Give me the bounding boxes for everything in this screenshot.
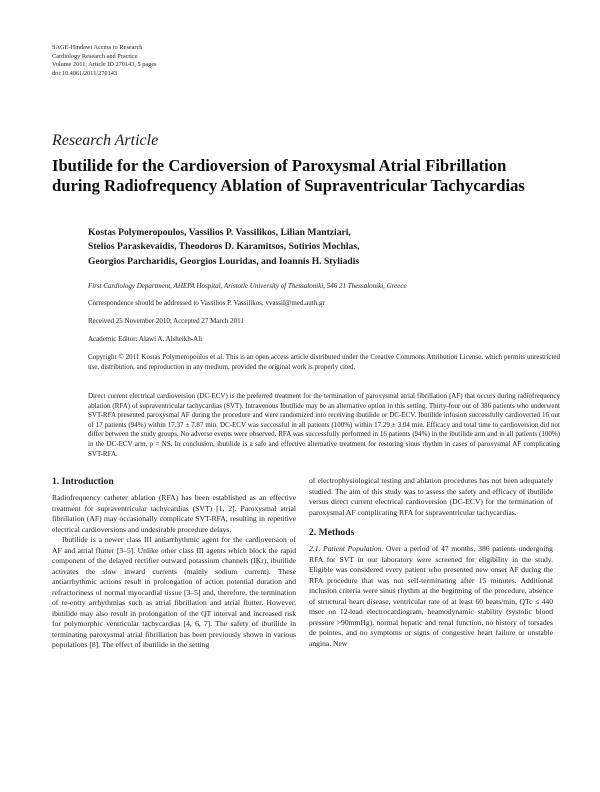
intro-paragraph-continued: of electrophysiological testing and ablation procedures has not been adequately studied. The aim of this study was to assess the safety and efficacy of ibutilide versus direct current electrical cardioversion (DC-ECV) for the termination of paroxysmal AF complicating RFA for supraventricular tachycardias. (309, 476, 553, 517)
title-line-1: Ibutilide for the Cardioversion of Paroxysmal Atrial Fibrillation (52, 156, 507, 175)
affiliation: First Cardiology Department, AHEPA Hospital, Aristotle University of Thessaloniki, 546 21 Thessaloniki, Greece (88, 282, 407, 290)
left-column (52, 476, 296, 651)
right-column (309, 476, 553, 649)
authors-line-1: Kostas Polymeropoulos, Vassilios P. Vassilikos, Lilian Mantziari, (88, 227, 351, 238)
methods-paragraph-text: Over a period of 47 months, 386 patients undergoing RFA for SVT in our laboratory were screened for eligibility in the study. Eligible was considered every patient who presented new onset AF during the RFA procedure that was not self-terminating after 15 minutes. Additional inclusion criteria were sinus rhythm at the beginning of the procedure, absence of structural heart disease, ventricular rate of at least 60 beats/min, QTc ≤ 440 msec on 12-lead electrocardiogram, heamodynamic stability (systolic blood pressure >90mmHg), normal hepatic and renal function, no history of torsades de pointes, and no symptoms or signs of congestive heart failure or unstable angina. New (309, 544, 553, 648)
intro-paragraph-1: Radiofrequency catheter ablation (RFA) has been established as an effective treatment for supraventricular tachycardias (SVT) [1, 2]. Paroxysmal atrial fibrillation (AF) may occasionally complicate SVT-RFA, resulting in repetitive electrical cardioversions and undesirable procedure delays. (52, 493, 296, 534)
copyright-notice: Copyright © 2011 Kostas Polymeropoulos et al. This is an open access article distributed under the Creative Commons Attribution License, which permits unrestricted use, distribution, and reproduction in any medium, provided the original work is properly cited. (88, 353, 560, 371)
methods-paragraph-1 (309, 544, 553, 649)
correspondence: Correspondence should be addressed to Vassilios P. Vassilikos, vvassil@med.auth.gr (88, 299, 325, 307)
intro-paragraph-2: Ibutilide is a newer class III antiarrhythmic agent for the cardioversion of AF and atrial flutter [3–5]. Unlike other class III agents which block the rapid component of the delayed rectifier outward potassium channels (IKr), ibutilide activates the slow inward currents (mainly sodium current). These antiarrhythmic actions result in prolongation of action potential duration and refractoriness of normal myocardial tissue [3–5] and, therefore, the termination of re-entry arrhythmias such as atrial fibrillation and atrial flutter. However, ibutilide may also result in prolongation of the QT interval and increased risk for polymorphic ventricular tachycardias [4, 6, 7]. The safety of ibutilide in terminating paroxysmal atrial fibrillation has been previously shown in various populations [8]. The effect of ibutilide in the setting (52, 535, 296, 649)
journal-name: Cardiology Research and Practice (52, 52, 138, 60)
article-type: Research Article (52, 132, 159, 149)
academic-editor: Academic Editor: Alawi A. Alsheikh-Ali (88, 335, 203, 343)
journal-volume: Volume 2011, Article ID 270143, 5 pages (52, 61, 157, 69)
journal-publisher: SAGE-Hindawi Access to Research (52, 44, 143, 51)
journal-doi: doi:10.4061/2011/270143 (52, 69, 118, 77)
abstract: Direct current electrical cardioversion (DC-ECV) is the preferred treatment for the termination of paroxysmal atrial fibrillation (AF) that occurs during radiofrequency ablation (RFA) of supraventricular tachycardias (SVT). Intravenous Ibutilide may be an alternative option in this setting. Thirty-four out of 386 patients who underwent SVT-RFA presented paroxysmal AF during the procedure and were randomized into receiving ibutilide or DC-ECV. Ibutilide infusion successfully cardioverted 16 out of 17 patients (94%) within 17.37 ± 7.87 min. DC-ECV was successful in all patients (100%) within 17.29 ± 3.04 min. Efficacy and total time to cardioversion did not differ between the study groups. No adverse events were observed. RFA was successfully performed in 16 patients (94%) in the ibutilide arm and in all patients (100%) in the DC-ECV arm, p = NS. In conclusion, ibutilide is a safe and effective alternative treatment for restoring sinus rhythm in cases of paroxysmal AF complicating SVT-RFA. (88, 392, 560, 458)
journal-header (52, 44, 157, 78)
article-title (52, 156, 572, 196)
title-line-2: during Radiofrequency Ablation of Supraventricular Tachycardias (52, 176, 525, 195)
author-list (88, 226, 568, 269)
authors-line-3: Georgios Parcharidis, Georgios Louridas, and Ioannis H. Styliadis (88, 255, 360, 267)
methods-heading: 2. Methods (309, 527, 355, 538)
received-dates: Received 25 November 2010; Accepted 27 March 2011 (88, 317, 244, 325)
introduction-heading: 1. Introduction (52, 476, 114, 487)
authors-line-2: Stelios Paraskevaidis, Theodoros D. Karamitsos, Sotirios Mochlas, (88, 241, 360, 253)
patient-population-subheading: 2.1. Patient Population. (309, 544, 384, 553)
